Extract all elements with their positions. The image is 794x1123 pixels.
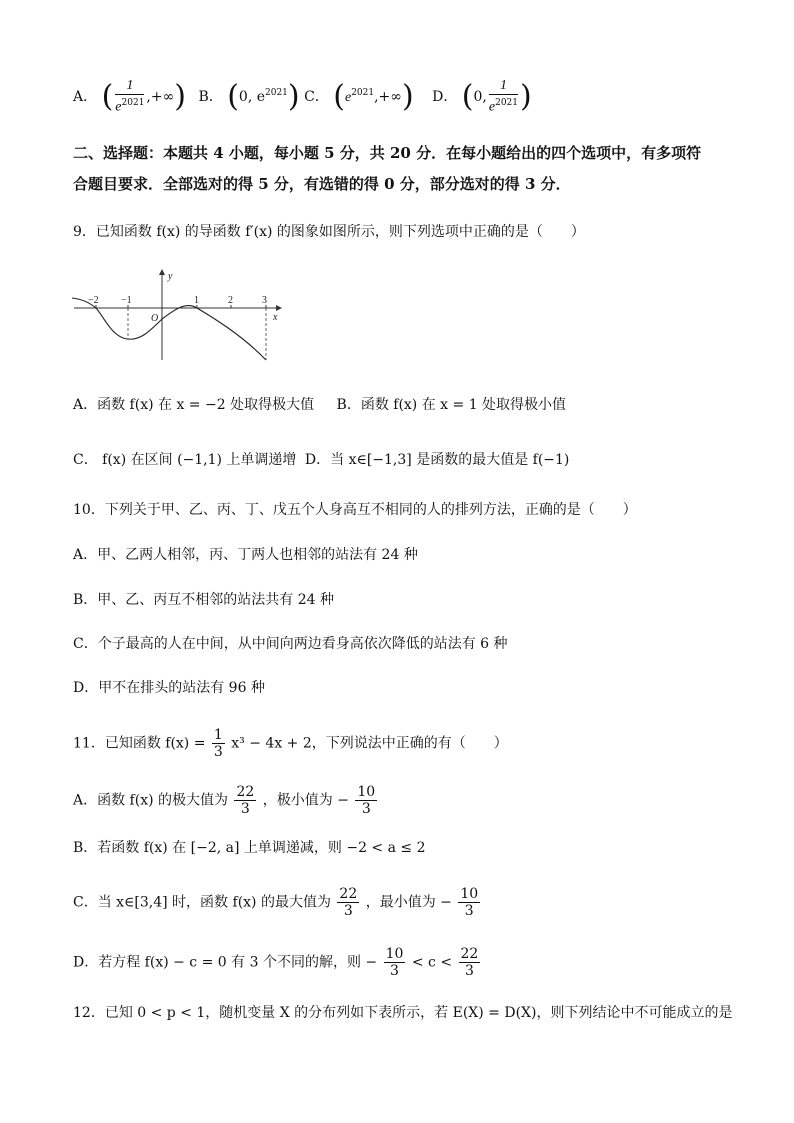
q10-option-a: A．甲、乙两人相邻，丙、丁两人也相邻的站法有 24 种 xyxy=(73,547,418,563)
q10-option-b: B．甲、乙、丙互不相邻的站法共有 24 种 xyxy=(73,592,335,608)
paren-open: ( xyxy=(461,78,474,114)
origin-label: O xyxy=(151,313,159,324)
q11-option-b: B．若函数 f(x) 在 [−2, a] 上单调递减，则 −2 < a ≤ 2 xyxy=(73,840,426,856)
q8-option-d-fraction: $\frac{1}{e^{2021}}$ xyxy=(488,78,518,115)
tick-label-neg1: −1 xyxy=(121,295,132,306)
q8-option-a-fraction: $\frac{1}{e^{2021}}$ xyxy=(115,78,145,115)
section-2-heading-line2: 合题目要求．全部选对的得 5 分，有选错的得 0 分，部分选对的得 3 分． xyxy=(73,175,571,193)
x-axis-arrow-icon xyxy=(276,305,282,311)
q8-option-a-label: A． xyxy=(73,88,98,105)
paren-close: ) xyxy=(174,78,186,114)
section-2-heading-line1: 二、选择题：本题共 4 小题，每小题 5 分，共 20 分．在每小题给出的四个选项中，有多项符 xyxy=(73,144,702,162)
q8-options-row: A． ( $\frac{1}{e^{2021}}$ ,+∞) B． (0, $e^{2021}$) C． $(e^{2021},+\infty)$ D． (0, $\frac{1}{e^{2021}}$ ) xyxy=(73,78,532,115)
q9-option-c: C． f(x) 在区间 (−1,1) 上单调递增 xyxy=(73,452,297,468)
q9-options-cd xyxy=(73,450,569,470)
q11-c-max-fraction: $\frac{22}{3}$ xyxy=(339,886,358,919)
x-axis-label: x xyxy=(273,312,278,323)
tick-label-1: 1 xyxy=(194,295,199,306)
q10-option-d: D．甲不在排头的站法有 96 种 xyxy=(73,680,265,696)
q11-stem: 11．已知函数 f(x) = $\frac{1}{3}$ x³ − 4x + 2，下列说法中正确的有（ ） xyxy=(73,727,508,760)
q10-stem: 10．下列关于甲、乙、丙、丁、戊五个人身高互不相同的人的排列方法，正确的是（ ） xyxy=(73,502,637,518)
q11-a-min-fraction: $\frac{10}{3}$ xyxy=(357,784,376,817)
q8-option-d-label: D． xyxy=(432,88,458,105)
q8-option-c-label: C． xyxy=(304,88,329,105)
paren-open: ( xyxy=(227,78,239,114)
paren-open: ( xyxy=(333,78,345,114)
paren-close: ) xyxy=(401,78,414,114)
q9-stem: 9．已知函数 f(x) 的导函数 f′(x) 的图象如图所示，则下列选项中正确的是（ ） xyxy=(73,224,585,240)
q11-a-max-fraction: $\frac{22}{3}$ xyxy=(236,784,255,817)
q9-option-d: D．当 x∈[−1,3] 是函数的最大值是 f(−1) xyxy=(304,452,570,468)
q9-derivative-graph xyxy=(70,265,300,375)
paren-close: ) xyxy=(520,78,532,114)
q8-option-b-label: B． xyxy=(198,88,223,105)
q11-option-c: C．当 x∈[3,4] 时，函数 f(x) 的最大值为 $\frac{22}{3}$ ，最小值为 − $\frac{10}{3}$ xyxy=(73,886,479,919)
paren-open: ( xyxy=(101,78,114,114)
y-axis-arrow-icon xyxy=(159,269,165,275)
tick-label-2: 2 xyxy=(228,295,233,306)
tick-label-neg2: −2 xyxy=(88,295,99,306)
paren-close: ) xyxy=(287,78,300,114)
tick-label-3: 3 xyxy=(262,295,267,306)
q11-d-lower-fraction: $\frac{10}{3}$ xyxy=(385,946,404,979)
q9-option-a: A．函数 f(x) 在 x = −2 处取得极大值 xyxy=(73,397,315,413)
q9-options-ab xyxy=(73,395,566,415)
q12-stem: 12．已知 0 < p < 1，随机变量 X 的分布列如下表所示，若 E(X) = D(X)，则下列结论中不可能成立的是 xyxy=(73,1005,733,1021)
q11-stem-fraction: $\frac{1}{3}$ xyxy=(213,727,223,760)
derivative-curve xyxy=(72,298,266,360)
q11-d-upper-fraction: $\frac{22}{3}$ xyxy=(460,946,479,979)
q11-option-a: A．函数 f(x) 的极大值为 $\frac{22}{3}$ ，极小值为 − $\frac{10}{3}$ xyxy=(73,784,376,817)
q11-option-d: D．若方程 f(x) − c = 0 有 3 个不同的解，则 − $\frac{10}{3}$ < c < $\frac{22}{3}$ xyxy=(73,946,479,979)
q11-c-min-fraction: $\frac{10}{3}$ xyxy=(460,886,479,919)
q9-option-b: B．函数 f(x) 在 x = 1 处取得极小值 xyxy=(336,397,567,413)
y-axis-label: y xyxy=(168,271,173,282)
q10-option-c: C．个子最高的人在中间，从中间向两边看身高依次降低的站法有 6 种 xyxy=(73,636,508,652)
